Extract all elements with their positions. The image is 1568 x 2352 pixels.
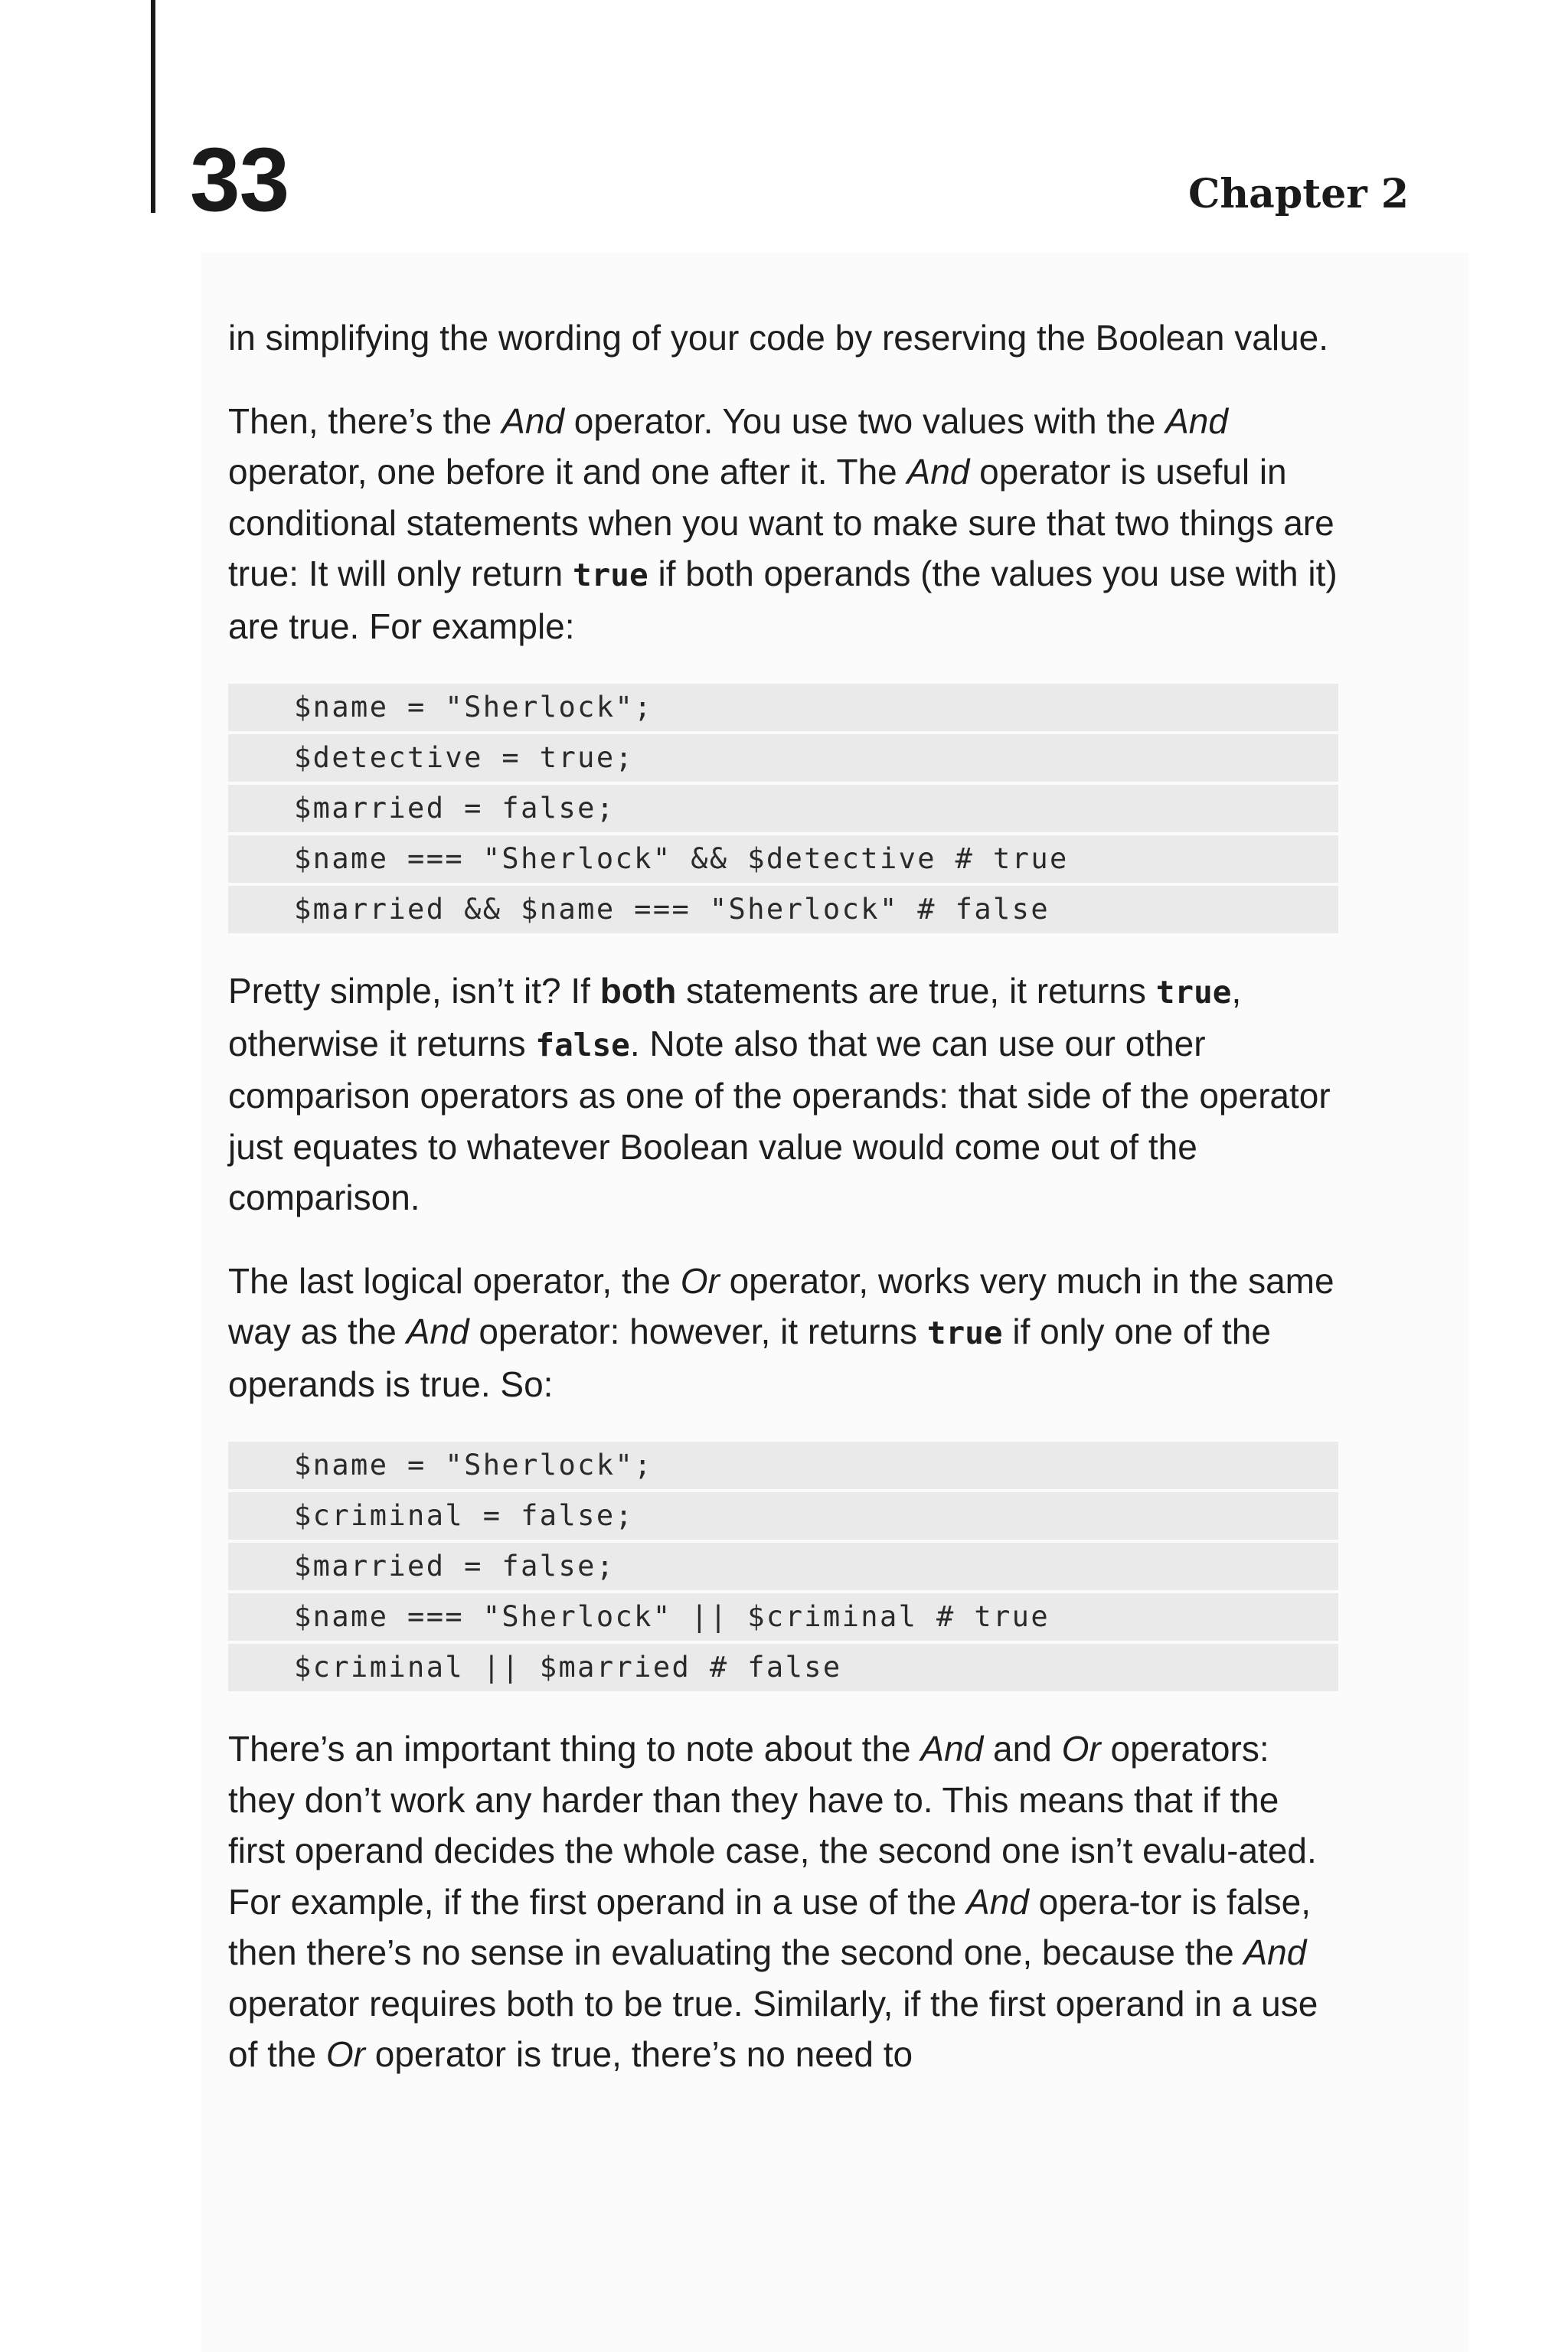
text-run: operator, works very much in the same way as the [228, 1260, 1334, 1351]
text-run: if both operands (the values you use with it) are true. For example: [228, 554, 1338, 646]
paragraph-and-explained [228, 965, 1338, 1223]
text-run: Then, there’s the [228, 400, 502, 441]
text-run: operator is true, there’s no need to [364, 2034, 913, 2074]
text-run: There’s an important thing to note about the [228, 1729, 921, 1769]
margin-rule [151, 0, 155, 213]
inline-code: true [572, 557, 648, 593]
text-run: operator, one before it and one after it. The [228, 452, 907, 492]
italic-term: And [1243, 1932, 1307, 1972]
italic-term: Or [1061, 1729, 1101, 1769]
chapter-label: Chapter 2 [1187, 171, 1409, 217]
italic-term: And [965, 1881, 1029, 1922]
italic-term: And [501, 400, 565, 441]
code-line: $detective = true; [228, 734, 1338, 782]
paragraph-or-intro [228, 1256, 1338, 1410]
italic-term: And [920, 1729, 984, 1769]
text-run: operator is useful in conditional statements when you want to make sure that two things are true: It will only return [228, 452, 1334, 593]
code-line: $married && $name === "Sherlock" # false [228, 886, 1338, 933]
inline-code: true [926, 1315, 1003, 1351]
code-line: $married = false; [228, 1543, 1338, 1590]
code-line: $married = false; [228, 785, 1338, 832]
code-line: $name === "Sherlock" && $detective # true [228, 835, 1338, 883]
text-run: operator. You use two values with the [564, 400, 1166, 441]
code-line: $name === "Sherlock" || $criminal # true [228, 1593, 1338, 1641]
paragraph-and-intro [228, 396, 1338, 652]
italic-term: And [406, 1312, 469, 1351]
text-run: The last logical operator, the [228, 1260, 681, 1301]
italic-term: Or [325, 2034, 365, 2074]
inline-code: true [1155, 974, 1232, 1011]
text-run: . Note also that we can use our other comparison operators as one of the operands: that side of the operator just equates to whatever Boolean value would come out of the comparison. [228, 1023, 1331, 1217]
italic-term: And [1165, 400, 1228, 441]
text-run: operators: they don’t work any harder than they have to. This means that if the first operand decides the whole case, the second one isn’t evalu-ated. For example, if the first operand in a use of the [228, 1729, 1317, 1922]
body-text [228, 312, 1338, 2112]
page-number: 33 [190, 129, 289, 230]
code-line: $name = "Sherlock"; [228, 1442, 1338, 1489]
text-run: if only one of the operands is true. So: [228, 1312, 1271, 1404]
text-run: , otherwise it returns [228, 971, 1242, 1063]
italic-term: Or [680, 1260, 720, 1301]
text-run: Pretty simple, isn’t it? If [228, 971, 600, 1011]
code-line: $criminal = false; [228, 1492, 1338, 1540]
text-run: operator requires both to be true. Similarly, if the first operand in a use of the [228, 1983, 1318, 2074]
code-block-or [228, 1442, 1338, 1691]
text-run: statements are true, it returns [676, 971, 1156, 1011]
code-block-and [228, 684, 1338, 933]
code-line: $criminal || $married # false [228, 1644, 1338, 1691]
inline-code: false [535, 1026, 630, 1063]
text-run: opera-tor is false, then there’s no sense in evaluating the second one, because the [228, 1881, 1311, 1972]
code-line: $name = "Sherlock"; [228, 684, 1338, 731]
paragraph-1: in simplifying the wording of your code by reserving the Boolean value. [228, 318, 1329, 358]
bold-term: both [599, 971, 677, 1011]
text-run: operator: however, it returns [469, 1312, 927, 1351]
paragraph-short-circuit [228, 1723, 1338, 2080]
italic-term: And [906, 452, 970, 492]
text-run: and [983, 1729, 1062, 1769]
